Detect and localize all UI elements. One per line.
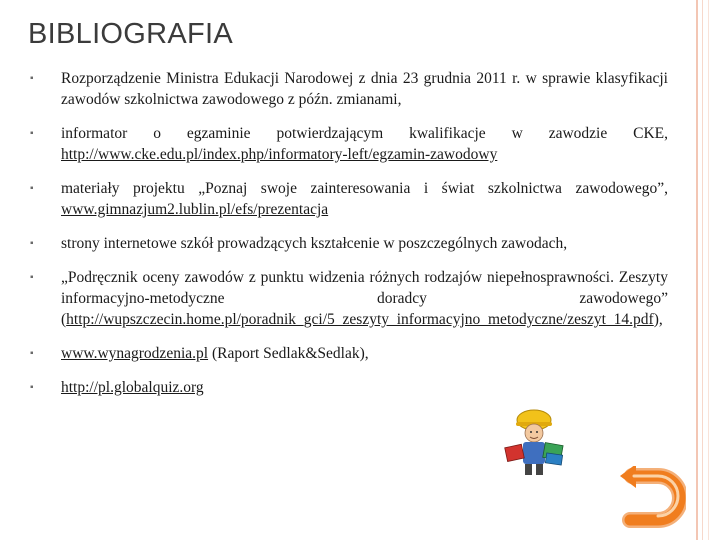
bullet-icon: ▪ <box>30 348 34 359</box>
worker-with-books-icon <box>494 406 574 478</box>
reference-text: ), <box>653 311 663 328</box>
reference-text: „Podręcznik oceny zawodów z punktu widzenia różnych rodzajów niepełnosprawności. Zeszyty informacyjno-metodyczne doradcy zawodowego” ( <box>61 269 668 328</box>
bibliography-item <box>30 178 668 220</box>
bullet-icon: ▪ <box>30 272 34 283</box>
bibliography-item <box>30 343 668 364</box>
reference-text: informator o egzaminie potwierdzającym kwalifikacje w zawodzie CKE, <box>61 125 668 142</box>
reference-text: materiały projektu „Poznaj swoje zainteresowania i świat szkolnictwa zawodowego”, <box>61 180 668 197</box>
reference-link[interactable]: www.wynagrodzenia.pl <box>61 345 209 362</box>
bullet-icon: ▪ <box>30 183 34 194</box>
reference-text: (Raport Sedlak&Sedlak), <box>208 345 369 362</box>
bullet-icon: ▪ <box>30 238 34 249</box>
reference-link[interactable]: http://wupszczecin.home.pl/poradnik_gci/5_zeszyty_informacyjno_metodyczne/zeszyt_14.pdf <box>66 311 654 328</box>
reference-text: Rozporządzenie Ministra Edukacji Narodowej z dnia 23 grudnia 2011 r. w sprawie klasyfikacji zawodów szkolnictwa zawodowego z późn. zmianami, <box>61 70 668 108</box>
reference-link[interactable]: http://pl.globalquiz.org <box>61 379 204 396</box>
bullet-icon: ▪ <box>30 382 34 393</box>
bibliography-item <box>30 267 668 330</box>
decorative-border <box>692 0 720 540</box>
bullet-icon: ▪ <box>30 128 34 139</box>
bibliography-list <box>30 68 668 411</box>
bibliography-item <box>30 68 668 110</box>
return-arrow-icon[interactable] <box>612 466 686 528</box>
bibliography-item <box>30 377 668 398</box>
reference-link[interactable]: www.gimnazjum2.lublin.pl/efs/prezentacja <box>61 201 329 218</box>
bibliography-item <box>30 233 668 254</box>
bibliography-item <box>30 123 668 165</box>
bullet-icon: ▪ <box>30 73 34 84</box>
reference-link[interactable]: http://www.cke.edu.pl/index.php/informatory-left/egzamin-zawodowy <box>61 146 498 163</box>
reference-text: strony internetowe szkół prowadzących kształcenie w poszczególnych zawodach, <box>61 235 568 252</box>
slide-title: BIBLIOGRAFIA <box>28 18 234 50</box>
